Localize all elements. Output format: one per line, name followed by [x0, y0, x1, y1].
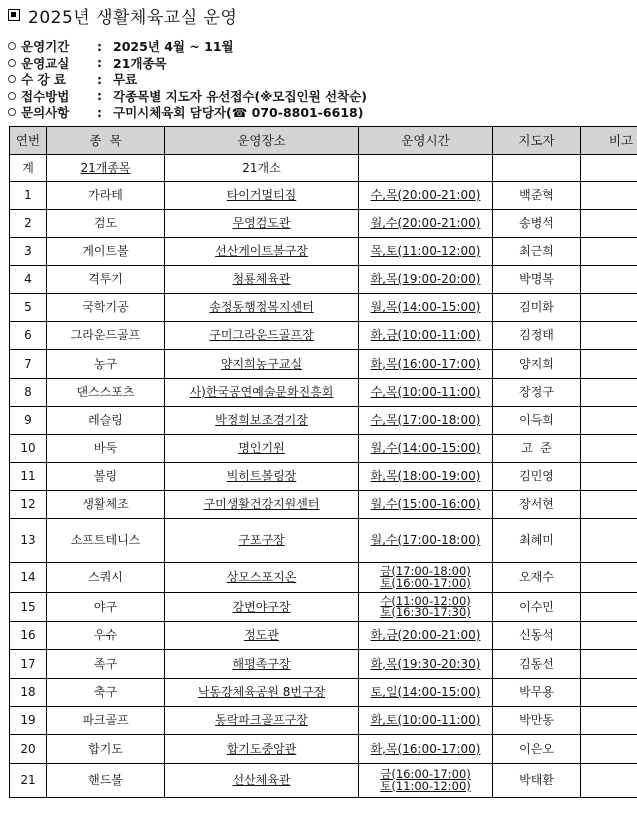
note-cell	[581, 650, 637, 679]
sport-cell: 합기도	[47, 735, 165, 764]
total-label: 계	[10, 155, 47, 182]
coach-cell: 백준혁	[493, 182, 581, 210]
sport-cell: 야구	[47, 593, 165, 622]
coach-cell: 박명복	[493, 266, 581, 294]
place-cell: 정도관	[165, 622, 359, 650]
time-cell: 화,토(10:00-11:00)	[359, 707, 493, 735]
note-cell	[581, 593, 637, 622]
coach-cell: 장서현	[493, 491, 581, 519]
note-cell	[581, 679, 637, 707]
time-cell: 수,목(20:00-21:00)	[359, 182, 493, 210]
total-places: 21개소	[165, 155, 359, 182]
time-cell: 수,목(17:00-18:00)	[359, 407, 493, 435]
no-cell: 11	[10, 463, 47, 491]
coach-cell: 장정구	[493, 379, 581, 407]
info-value: 각종목별 지도자 유선접수(※모집인원 선착순)	[113, 88, 367, 104]
info-value: 무료	[113, 72, 138, 88]
sport-cell: 검도	[47, 210, 165, 238]
time-line-1: 금(16:00-17:00)	[380, 767, 471, 781]
info-row	[8, 71, 367, 88]
time-cell: 화,목(19:30-20:30)	[359, 650, 493, 679]
sport-cell: 격투기	[47, 266, 165, 294]
info-value: 2025년 4월 ~ 11월	[113, 39, 234, 55]
note-cell	[581, 735, 637, 764]
note-cell	[581, 563, 637, 593]
no-cell: 10	[10, 435, 47, 463]
time-cell	[359, 764, 493, 798]
no-cell: 7	[10, 350, 47, 379]
no-cell: 15	[10, 593, 47, 622]
header-place: 운영장소	[165, 127, 359, 155]
info-separator: :	[97, 55, 102, 71]
no-cell: 18	[10, 679, 47, 707]
info-value: 21개종목	[113, 55, 167, 71]
sport-cell: 스쿼시	[47, 563, 165, 593]
note-cell	[581, 463, 637, 491]
coach-cell: 양지희	[493, 350, 581, 379]
table-row	[10, 679, 637, 707]
table-row	[10, 593, 637, 622]
time-cell: 월,수(14:00-15:00)	[359, 435, 493, 463]
time-line-1: 수(11:00-12:00)	[380, 593, 471, 608]
note-cell	[581, 350, 637, 379]
sport-cell: 가라테	[47, 182, 165, 210]
table-row	[10, 707, 637, 735]
place-cell: 구포구장	[165, 519, 359, 563]
table-row	[10, 463, 637, 491]
table-row	[10, 182, 637, 210]
no-cell: 21	[10, 764, 47, 798]
place-cell: 박정희보조경기장	[165, 407, 359, 435]
sport-cell: 소프트테니스	[47, 519, 165, 563]
sport-cell: 파크골프	[47, 707, 165, 735]
no-cell: 3	[10, 238, 47, 266]
table-row	[10, 238, 637, 266]
note-cell	[581, 182, 637, 210]
info-label: 수 강 료	[21, 72, 66, 88]
no-cell: 13	[10, 519, 47, 563]
note-cell	[581, 407, 637, 435]
note-cell	[581, 491, 637, 519]
no-cell: 19	[10, 707, 47, 735]
time-cell: 화,목(16:00-17:00)	[359, 350, 493, 379]
coach-cell: 박태환	[493, 764, 581, 798]
place-cell: 구미그라운드골프장	[165, 322, 359, 350]
place-cell: 낙동강체육공원 8번구장	[165, 679, 359, 707]
table-row	[10, 563, 637, 593]
table-row	[10, 735, 637, 764]
info-label: 문의사항	[21, 105, 70, 121]
header-note: 비고	[581, 127, 637, 155]
header-sport: 종 목	[47, 127, 165, 155]
info-list	[8, 38, 367, 121]
table-row	[10, 519, 637, 563]
info-separator: :	[97, 71, 102, 87]
time-cell: 월,수(17:00-18:00)	[359, 519, 493, 563]
info-value: 구미시체육회 담당자(☎ 070-8801-6618)	[113, 105, 364, 121]
square-bullet-icon	[8, 9, 20, 21]
time-cell: 월,수(15:00-16:00)	[359, 491, 493, 519]
coach-cell: 오재수	[493, 563, 581, 593]
table-row	[10, 322, 637, 350]
no-cell: 9	[10, 407, 47, 435]
time-cell: 화,금(20:00-21:00)	[359, 622, 493, 650]
coach-cell: 송병석	[493, 210, 581, 238]
sport-cell: 게이트볼	[47, 238, 165, 266]
place-cell: 무영검도관	[165, 210, 359, 238]
time-cell	[359, 563, 493, 593]
place-cell: 송정동행정복지센터	[165, 294, 359, 322]
place-cell: 동락파크골프구장	[165, 707, 359, 735]
coach-cell: 이수민	[493, 593, 581, 622]
time-cell: 월,수(20:00-21:00)	[359, 210, 493, 238]
coach-cell: 최근희	[493, 238, 581, 266]
place-cell: 합기도중앙관	[165, 735, 359, 764]
info-separator: :	[97, 104, 102, 120]
page-title: 2025년 생활체육교실 운영	[28, 7, 238, 28]
note-cell	[581, 210, 637, 238]
note-cell	[581, 622, 637, 650]
sport-cell: 레슬링	[47, 407, 165, 435]
sport-cell: 족구	[47, 650, 165, 679]
table-row	[10, 764, 637, 798]
place-cell: 명인기원	[165, 435, 359, 463]
table-row	[10, 266, 637, 294]
time-line-2: 토(11:00-12:00)	[380, 778, 471, 793]
table-row	[10, 435, 637, 463]
note-cell	[581, 379, 637, 407]
place-cell: 선산게이트볼구장	[165, 238, 359, 266]
info-row	[8, 38, 367, 55]
info-row	[8, 88, 367, 105]
no-cell: 17	[10, 650, 47, 679]
coach-cell: 김미화	[493, 294, 581, 322]
no-cell: 4	[10, 266, 47, 294]
info-row	[8, 104, 367, 121]
note-cell	[581, 435, 637, 463]
time-cell: 목,토(11:00-12:00)	[359, 238, 493, 266]
time-cell: 월,목(14:00-15:00)	[359, 294, 493, 322]
page-title-block	[8, 4, 237, 26]
note-cell	[581, 764, 637, 798]
place-cell: 타이거멀티짐	[165, 182, 359, 210]
sport-cell: 축구	[47, 679, 165, 707]
table-header-row	[10, 127, 637, 155]
sport-cell: 생활체조	[47, 491, 165, 519]
coach-cell: 김정태	[493, 322, 581, 350]
time-cell	[359, 593, 493, 622]
no-cell: 1	[10, 182, 47, 210]
place-cell: 양지희농구교실	[165, 350, 359, 379]
place-cell: 강변야구장	[165, 593, 359, 622]
info-label: 운영기간	[21, 39, 70, 55]
table-row	[10, 210, 637, 238]
note-cell	[581, 707, 637, 735]
time-cell: 화,목(19:00-20:00)	[359, 266, 493, 294]
place-cell: 빅히트볼링장	[165, 463, 359, 491]
header-time: 운영시간	[359, 127, 493, 155]
place-cell: 청룡체육관	[165, 266, 359, 294]
time-cell: 화,목(16:00-17:00)	[359, 735, 493, 764]
note-cell	[581, 238, 637, 266]
time-line-2: 토(16:00-17:00)	[380, 575, 471, 590]
coach-cell: 이은오	[493, 735, 581, 764]
total-row	[10, 155, 637, 182]
no-cell: 6	[10, 322, 47, 350]
coach-cell: 고 준	[493, 435, 581, 463]
sport-cell: 농구	[47, 350, 165, 379]
info-separator: :	[97, 38, 102, 54]
place-cell: 해평족구장	[165, 650, 359, 679]
sport-cell: 바둑	[47, 435, 165, 463]
coach-cell: 김동선	[493, 650, 581, 679]
note-cell	[581, 322, 637, 350]
info-label: 접수방법	[21, 88, 70, 104]
no-cell: 14	[10, 563, 47, 593]
time-cell: 토,일(14:00-15:00)	[359, 679, 493, 707]
no-cell: 8	[10, 379, 47, 407]
schedule-table	[9, 126, 637, 798]
table-row	[10, 491, 637, 519]
circle-bullet-icon	[8, 42, 16, 50]
place-cell: 상모스포지온	[165, 563, 359, 593]
note-cell	[581, 519, 637, 563]
header-coach: 지도자	[493, 127, 581, 155]
coach-cell: 박만동	[493, 707, 581, 735]
no-cell: 20	[10, 735, 47, 764]
coach-cell: 김민영	[493, 463, 581, 491]
info-separator: :	[97, 88, 102, 104]
no-cell: 5	[10, 294, 47, 322]
info-label: 운영교실	[21, 55, 70, 71]
sport-cell: 우슈	[47, 622, 165, 650]
sport-cell: 국학기공	[47, 294, 165, 322]
no-cell: 12	[10, 491, 47, 519]
sport-cell: 댄스스포츠	[47, 379, 165, 407]
table-row	[10, 294, 637, 322]
time-line-2: 토(16:30-17:30)	[380, 605, 471, 619]
time-cell: 수,목(10:00-11:00)	[359, 379, 493, 407]
coach-cell: 박무용	[493, 679, 581, 707]
place-cell: 선산체육관	[165, 764, 359, 798]
table-row	[10, 350, 637, 379]
info-row	[8, 55, 367, 72]
table-row	[10, 379, 637, 407]
sport-cell: 그라운드골프	[47, 322, 165, 350]
time-cell: 화,목(18:00-19:00)	[359, 463, 493, 491]
coach-cell: 이득희	[493, 407, 581, 435]
place-cell: 구미생활건강지원센터	[165, 491, 359, 519]
no-cell: 16	[10, 622, 47, 650]
sport-cell: 핸드볼	[47, 764, 165, 798]
table-row	[10, 650, 637, 679]
circle-bullet-icon	[8, 75, 16, 83]
circle-bullet-icon	[8, 92, 16, 100]
note-cell	[581, 294, 637, 322]
table-row	[10, 622, 637, 650]
total-sports: 21개종목	[47, 155, 165, 182]
circle-bullet-icon	[8, 108, 16, 116]
time-cell: 화,금(10:00-11:00)	[359, 322, 493, 350]
no-cell: 2	[10, 210, 47, 238]
circle-bullet-icon	[8, 59, 16, 67]
header-no: 연번	[10, 127, 47, 155]
time-line-1: 금(17:00-18:00)	[380, 564, 471, 578]
place-cell: 사)한국공연예술문화진흥회	[165, 379, 359, 407]
coach-cell: 신동석	[493, 622, 581, 650]
sport-cell: 볼링	[47, 463, 165, 491]
coach-cell: 최혜미	[493, 519, 581, 563]
table-row	[10, 407, 637, 435]
note-cell	[581, 266, 637, 294]
